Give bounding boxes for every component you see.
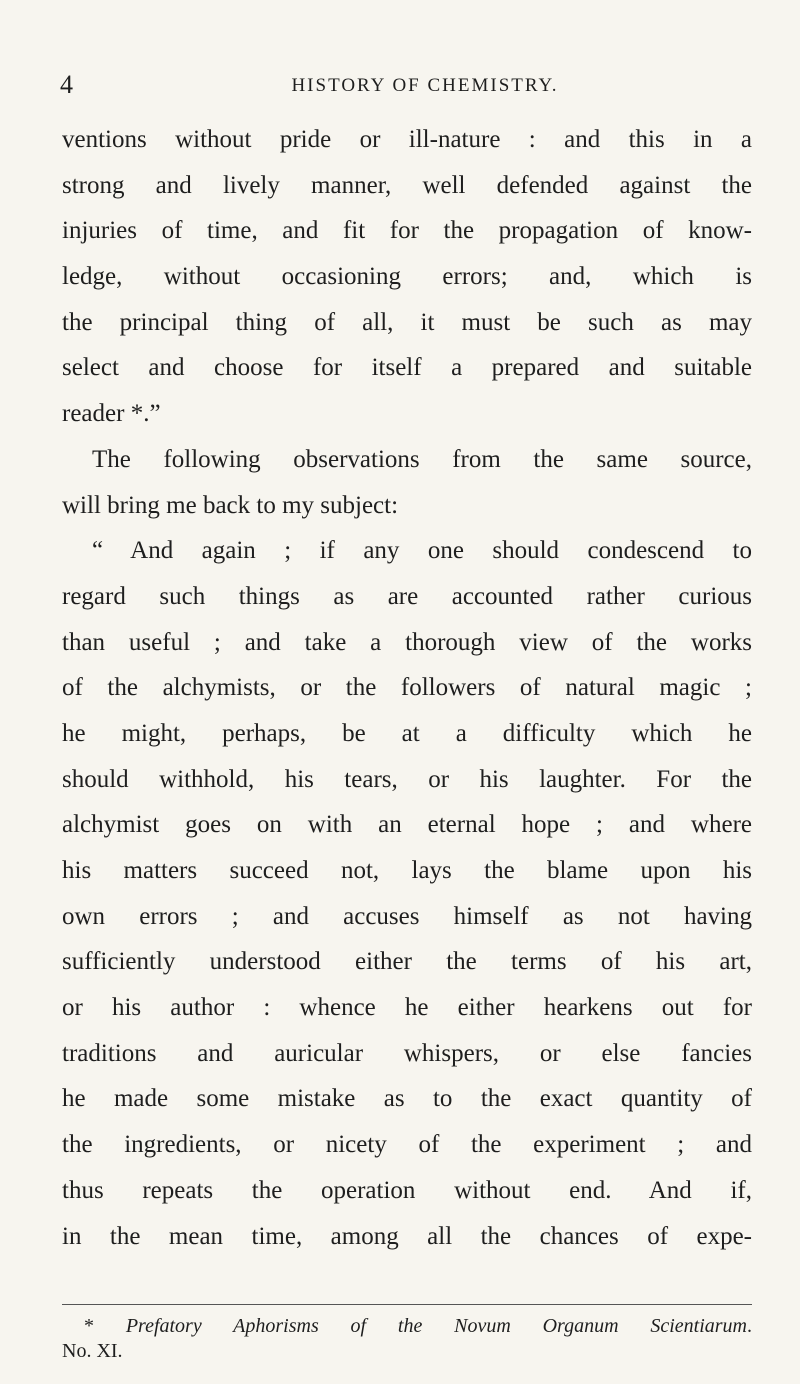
text-line: own errors ; and accuses himself as not having [62, 902, 752, 930]
text-line: the principal thing of all, it must be such as may [62, 308, 752, 336]
footnote [62, 1314, 752, 1364]
footnote-title-end: . [747, 1315, 753, 1337]
text-line: injuries of time, and fit for the propagation of know- [62, 217, 752, 245]
text-line: he made some mistake as to the exact quantity of [62, 1085, 752, 1113]
text-line: traditions and auricular whispers, or else fancies [62, 1039, 752, 1067]
running-head: HISTORY OF CHEMISTRY. [291, 75, 559, 96]
body-text [62, 117, 752, 1259]
footnote-reference: No. XI. [62, 1340, 123, 1362]
text-line: ledge, without occasioning errors; and, which is [62, 263, 752, 291]
text-line: ventions without pride or ill-nature : and this in a [62, 126, 752, 153]
text-line: select and choose for itself a prepared and suitable [62, 354, 752, 382]
text-line: should withhold, his tears, or his laughter. For the [62, 765, 752, 793]
text-line: the ingredients, or nicety of the experiment ; and [62, 1131, 752, 1159]
text-line: he might, perhaps, be at a difficulty which he [62, 719, 752, 747]
text-line: than useful ; and take a thorough view of the works [62, 628, 752, 656]
text-line: or his author : whence he either hearkens out for [62, 994, 752, 1022]
footnote-line [62, 1314, 752, 1339]
text-line: regard such things as are accounted rather curious [62, 582, 752, 610]
footnote-title: Prefatory Aphorisms of the Novum Organum Scientiarum [125, 1315, 748, 1337]
text-line: will bring me back to my subject: [62, 491, 399, 519]
text-line: alchymist goes on with an eternal hope ; and where [62, 811, 752, 839]
footnote-divider [62, 1304, 752, 1305]
page-header [60, 70, 760, 100]
text-line: “ And again ; if any one should condescend to [92, 537, 752, 565]
text-line: sufficiently understood either the terms of his art, [62, 948, 752, 976]
footnote-marker: * [84, 1315, 94, 1337]
text-line: strong and lively manner, well defended against the [62, 171, 752, 199]
text-line: reader *.” [62, 400, 161, 428]
text-line: his matters succeed not, lays the blame upon his [62, 857, 752, 884]
text-line: in the mean time, among all the chances of expe- [62, 1222, 752, 1250]
page-number: 4 [60, 70, 73, 99]
text-line: thus repeats the operation without end. And if, [62, 1176, 752, 1204]
text-line: of the alchymists, or the followers of natural magic ; [62, 674, 752, 702]
text-line: The following observations from the same source, [92, 445, 752, 473]
